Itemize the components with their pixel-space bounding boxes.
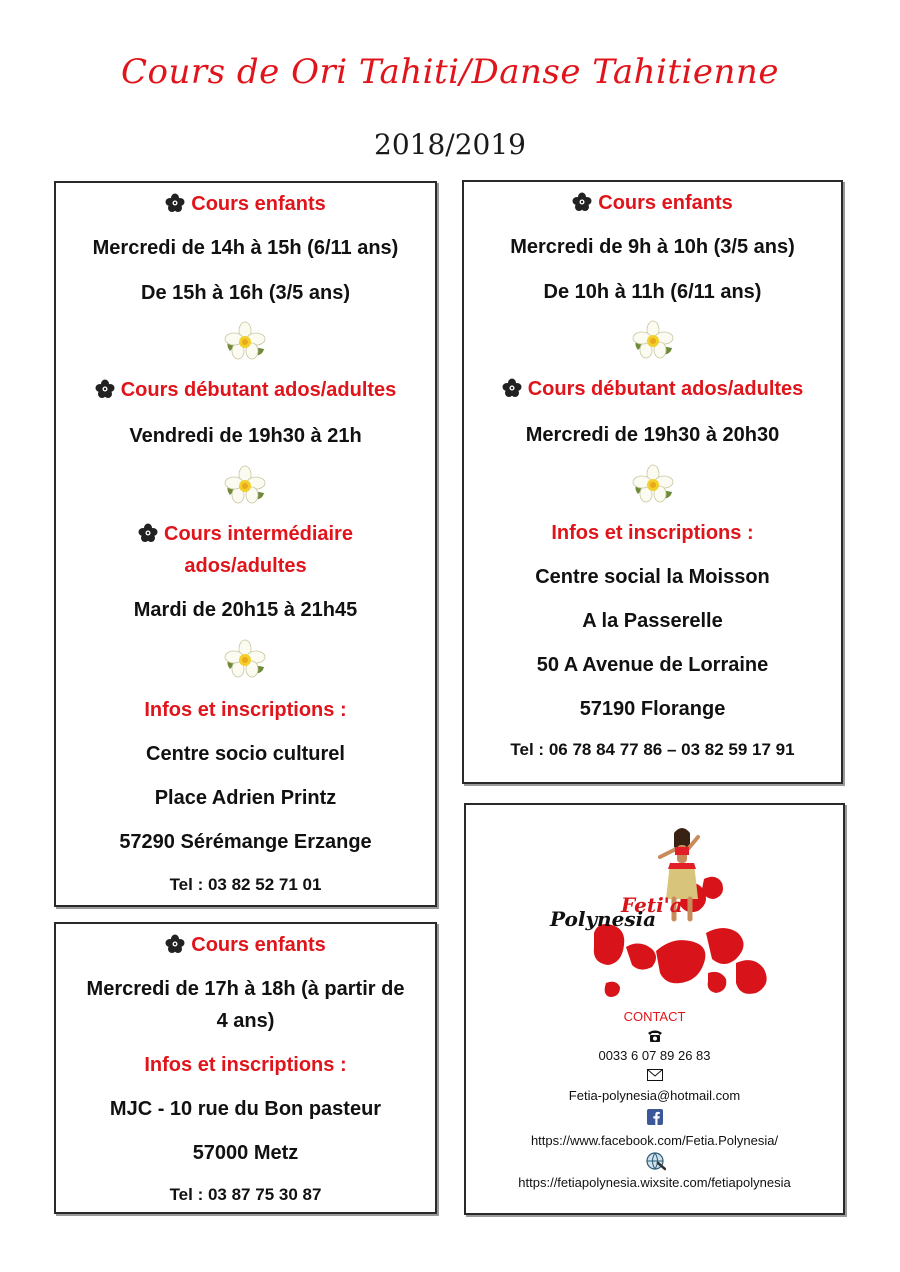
phone-line: Tel : 03 82 52 71 01 [169,875,322,894]
address-line: 57000 Metz [192,1142,299,1164]
envelope-icon [647,1069,663,1081]
schedule-line: Mercredi de 14h à 15h (6/11 ans) [92,237,399,259]
address-line: 57190 Florange [579,698,726,720]
hibiscus-icon [165,934,185,954]
schedule-box-seremange [54,181,437,907]
heading-intermediate: Cours intermédiaire [56,523,435,546]
schedule-line: Vendredi de 19h30 à 21h [129,425,362,447]
hibiscus-icon [572,192,592,212]
hibiscus-icon [95,379,115,399]
info-heading: Infos et inscriptions : [144,699,347,721]
hibiscus-icon [502,378,522,398]
plumeria-icon [630,320,676,360]
phone-line: Tel : 06 78 84 77 86 – 03 82 59 17 91 [510,740,795,759]
address-line: 50 A Avenue de Lorraine [536,654,769,676]
page-title: Cours de Ori Tahiti/Danse Tahitienne [121,52,779,92]
hibiscus-icon [165,193,185,213]
address-line: Centre social la Moisson [535,566,770,588]
plumeria-icon [630,464,676,504]
heading-children: Cours enfants [56,193,435,216]
address-line: A la Passerelle [582,610,723,632]
schedule-line: Mercredi de 17h à 18h (à partir de [86,978,405,1000]
contact-box [464,803,845,1215]
schedule-line: Mercredi de 9h à 10h (3/5 ans) [510,236,795,258]
heading-beginner: Cours débutant ados/adultes [464,378,841,401]
schedule-line: Mercredi de 19h30 à 20h30 [525,424,780,446]
hibiscus-icon [138,523,158,543]
schedule-line: De 15h à 16h (3/5 ans) [141,282,350,304]
address-line: Place Adrien Printz [154,787,337,809]
globe-icon [644,1151,666,1171]
address-line: MJC - 10 rue du Bon pasteur [109,1098,382,1120]
schedule-box-florange [462,180,843,784]
website-link[interactable]: https://fetiapolynesia.wixsite.com/fetiapolynesia [518,1175,791,1190]
info-heading: Infos et inscriptions : [144,1054,347,1076]
heading-children: Cours enfants [56,934,435,957]
telephone-icon [647,1029,663,1043]
schedule-line-2: 4 ans) [216,1010,275,1032]
heading-beginner: Cours débutant ados/adultes [56,379,435,402]
address-line: 57290 Sérémange Erzange [119,831,372,853]
heading-intermediate-2: ados/adultes [184,555,307,577]
schedule-box-metz [54,922,437,1214]
info-heading: Infos et inscriptions : [551,522,754,544]
contact-phone: 0033 6 07 89 26 83 [598,1048,711,1063]
contact-email[interactable]: Fetia-polynesia@hotmail.com [568,1088,741,1103]
season-year: 2018/2019 [374,128,526,161]
plumeria-icon [222,639,268,679]
logo-text-polynesia: Polynesia [550,907,657,931]
plumeria-icon [222,465,268,505]
schedule-line: De 10h à 11h (6/11 ans) [543,281,762,303]
phone-line: Tel : 03 87 75 30 87 [169,1185,322,1204]
schedule-line: Mardi de 20h15 à 21h45 [133,599,358,621]
address-line: Centre socio culturel [146,743,345,765]
logo-text-fetia: Feti'a [621,893,683,917]
facebook-link[interactable]: https://www.facebook.com/Fetia.Polynesia/ [530,1133,779,1148]
plumeria-icon [222,321,268,361]
facebook-icon [647,1109,663,1125]
contact-heading: CONTACT [623,1009,686,1024]
heading-children: Cours enfants [464,192,841,215]
